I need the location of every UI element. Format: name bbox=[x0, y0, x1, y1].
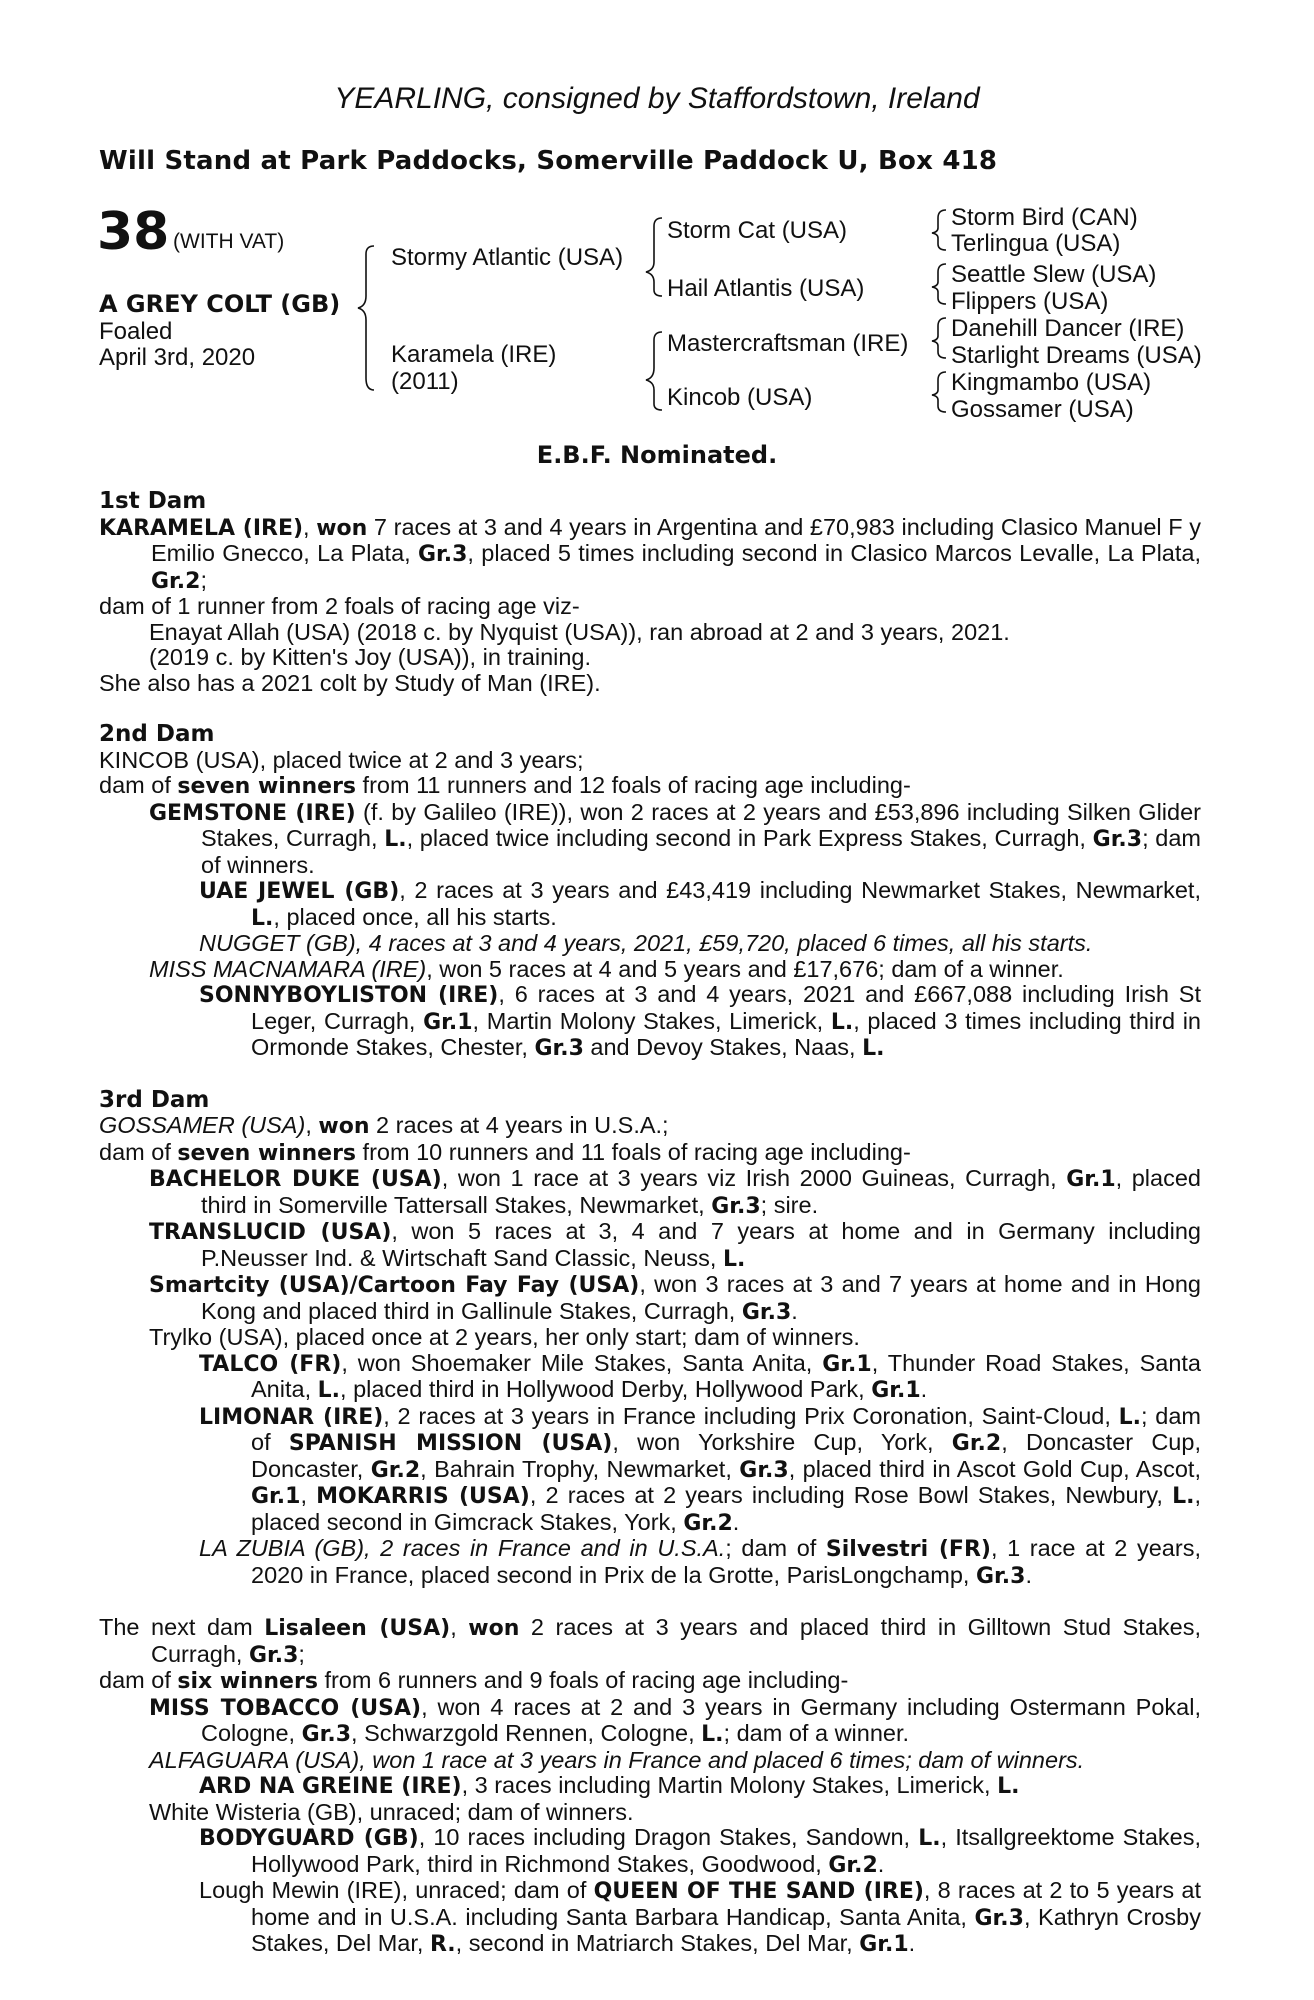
produce-entry: BODYGUARD (GB), 10 races including Dragon Stakes, Sandown, L., Itsallgreektome Stakes, Hollywood Park, third in Richmond Stakes, Goodwood, Gr.2. bbox=[199, 1824, 1202, 1878]
second-dam-entry: KINCOB (USA), placed twice at 2 and 3 years; bbox=[99, 746, 584, 773]
first-dam-heading: 1st Dam bbox=[99, 488, 207, 514]
pedigree-g2: Terlingua (USA) bbox=[951, 230, 1121, 257]
next-dam-entry: The next dam Lisaleen (USA), won 2 races at 3 years and placed third in Gilltown Stud Stakes, Curragh, Gr.3; bbox=[99, 1614, 1201, 1668]
pedigree-notes bbox=[99, 489, 1201, 1958]
lot-number: 38 bbox=[97, 202, 170, 262]
pedigree-g7: Kingmambo (USA) bbox=[951, 369, 1152, 396]
lot-description: A GREY COLT (GB) bbox=[99, 290, 341, 318]
third-dam-entry: GOSSAMER (USA), won 2 races at 4 years in U.S.A.; bbox=[99, 1112, 669, 1139]
next-dam-produce-summary: dam of six winners from 6 runners and 9 foals of racing age including- bbox=[99, 1667, 849, 1694]
pedigree-dam: Karamela (IRE) bbox=[391, 341, 557, 368]
foaled-label: Foaled bbox=[99, 318, 173, 345]
second-dam-heading: 2nd Dam bbox=[99, 721, 215, 747]
second-dam-produce-summary: dam of seven winners from 11 runners and 12 foals of racing age including- bbox=[99, 772, 911, 799]
produce-entry: (2019 c. by Kitten's Joy (USA)), in training. bbox=[149, 644, 592, 670]
produce-entry: TRANSLUCID (USA), won 5 races at 3, 4 and 7 years at home and in Germany including P.Neusser Ind. & Wirtschaft Sand Classic, Neuss, L. bbox=[149, 1218, 1201, 1272]
produce-entry: White Wisteria (GB), unraced; dam of winners. bbox=[149, 1798, 634, 1825]
produce-entry: Lough Mewin (IRE), unraced; dam of QUEEN OF THE SAND (IRE), 8 races at 2 to 5 years at home and in U.S.A. including Santa Barbara Handicap, Santa Anita, Gr.3, Kathryn Crosby Stakes, Del Mar, R., second in Matriarch Stakes, Del Mar, Gr.1. bbox=[199, 1877, 1201, 1957]
produce-entry: ALFAGUARA (USA), won 1 race at 3 years in France and placed 6 times; dam of winners. bbox=[149, 1746, 1085, 1773]
pedigree-g4: Flippers (USA) bbox=[951, 288, 1109, 315]
third-dam-produce-summary: dam of seven winners from 10 runners and 11 foals of racing age including- bbox=[99, 1138, 911, 1166]
horse-name: KARAMELA (IRE) bbox=[99, 515, 304, 541]
produce-entry: TALCO (FR), won Shoemaker Mile Stakes, Santa Anita, Gr.1, Thunder Road Stakes, Santa Anita, L., placed third in Hollywood Derby, Hollywood Park, Gr.1. bbox=[199, 1349, 1201, 1403]
produce-entry: LIMONAR (IRE), 2 races at 3 years in France including Prix Coronation, Saint-Cloud, L.; dam of SPANISH MISSION (USA), won Yorkshire Cup, York, Gr.2, Doncaster Cup, Doncaster, Gr.2, Bahrain Trophy, Newmarket, Gr.3, placed third in Ascot Gold Cup, Ascot, Gr.1, MOKARRIS (USA), 2 races at 2 years including Rose Bowl Stakes, Newbury, L., placed second in Gimcrack Stakes, York, Gr.2. bbox=[199, 1402, 1201, 1536]
produce-entry: Trylko (USA), placed once at 2 years, her only start; dam of winners. bbox=[149, 1324, 860, 1350]
produce-entry: Smartcity (USA)/Cartoon Fay Fay (USA), won 3 races at 3 and 7 years at home and in Hong Kong and placed third in Gallinule Stakes, Curragh, Gr.3. bbox=[149, 1271, 1201, 1325]
pedigree-sire-sire: Storm Cat (USA) bbox=[667, 217, 848, 244]
produce-entry: Enayat Allah (USA) (2018 c. by Nyquist (USA)), ran abroad at 2 and 3 years, 2021. bbox=[149, 618, 1010, 645]
pedigree-g6: Starlight Dreams (USA) bbox=[951, 342, 1202, 369]
produce-entry: LA ZUBIA (GB), 2 races in France and in U.S.A.; dam of Silvestri (FR), 1 race at 2 years, 2020 in France, placed second in Prix de la Grotte, ParisLongchamp, Gr.3. bbox=[199, 1535, 1201, 1589]
pedigree-g8: Gossamer (USA) bbox=[951, 396, 1134, 423]
pedigree-dam-dam: Kincob (USA) bbox=[667, 384, 813, 411]
produce-entry: NUGGET (GB), 4 races at 3 and 4 years, 2021, £59,720, placed 6 times, all his starts. bbox=[199, 930, 1093, 956]
pedigree-dam-sire: Mastercraftsman (IRE) bbox=[667, 330, 909, 357]
third-dam-heading: 3rd Dam bbox=[99, 1086, 210, 1113]
consignment-line: YEARLING, consigned by Staffordstown, Ireland bbox=[334, 82, 980, 115]
produce-entry: MISS MACNAMARA (IRE), won 5 races at 4 and 5 years and £17,676; dam of a winner. bbox=[149, 955, 1064, 982]
produce-entry: MISS TOBACCO (USA), won 4 races at 2 and 3 years in Germany including Ostermann Pokal, Cologne, Gr.3, Schwarzgold Rennen, Cologne, L.; dam of a winner. bbox=[149, 1693, 1201, 1747]
first-dam-produce-summary: dam of 1 runner from 2 foals of racing age viz- bbox=[99, 593, 580, 619]
produce-entry: SONNYBOYLISTON (IRE), 6 races at 3 and 4 years, 2021 and £667,088 including Irish St Leger, Curragh, Gr.1, Martin Molony Stakes, Limerick, L., placed 3 times including third in Ormonde Stakes, Chester, Gr.3 and Devoy Stakes, Naas, L. bbox=[199, 981, 1202, 1061]
produce-entry: BACHELOR DUKE (USA), won 1 race at 3 years viz Irish 2000 Guineas, Curragh, Gr.1, placed third in Somerville Tattersall Stakes, Newmarket, Gr.3; sire. bbox=[149, 1165, 1201, 1219]
pedigree-sire: Stormy Atlantic (USA) bbox=[391, 244, 624, 271]
pedigree-g1: Storm Bird (CAN) bbox=[951, 204, 1138, 231]
pedigree-g3: Seattle Slew (USA) bbox=[951, 261, 1157, 288]
first-dam-note: She also has a 2021 colt by Study of Man (IRE). bbox=[99, 669, 601, 696]
pedigree-sire-dam: Hail Atlantis (USA) bbox=[667, 275, 865, 302]
stand-location: Will Stand at Park Paddocks, Somerville Paddock U, Box 418 bbox=[99, 146, 998, 176]
produce-entry: GEMSTONE (IRE) (f. by Galileo (IRE)), won 2 races at 2 years and £53,896 including Silken Glider Stakes, Curragh, L., placed twice including second in Park Express Stakes, Curragh, Gr.3; dam of winners. bbox=[149, 798, 1202, 878]
pedigree-g5: Danehill Dancer (IRE) bbox=[951, 315, 1185, 342]
ebf-nominated: E.B.F. Nominated. bbox=[536, 441, 778, 469]
vat-note: (WITH VAT) bbox=[173, 230, 285, 253]
produce-entry: ARD NA GREINE (IRE), 3 races including Martin Molony Stakes, Limerick, L. bbox=[199, 1772, 1020, 1799]
produce-entry: UAE JEWEL (GB), 2 races at 3 years and £43,419 including Newmarket Stakes, Newmarket, L., placed once, all his starts. bbox=[199, 877, 1201, 931]
first-dam-entry: KARAMELA (IRE), won 7 races at 3 and 4 years in Argentina and £70,983 including Clasico Manuel F y Emilio Gnecco, La Plata, Gr.3, placed 5 times including second in Clasico Marcos Levalle, La Plata, Gr.2; bbox=[99, 513, 1201, 594]
foaled-date: April 3rd, 2020 bbox=[99, 344, 256, 371]
pedigree-dam-year: (2011) bbox=[391, 368, 459, 395]
